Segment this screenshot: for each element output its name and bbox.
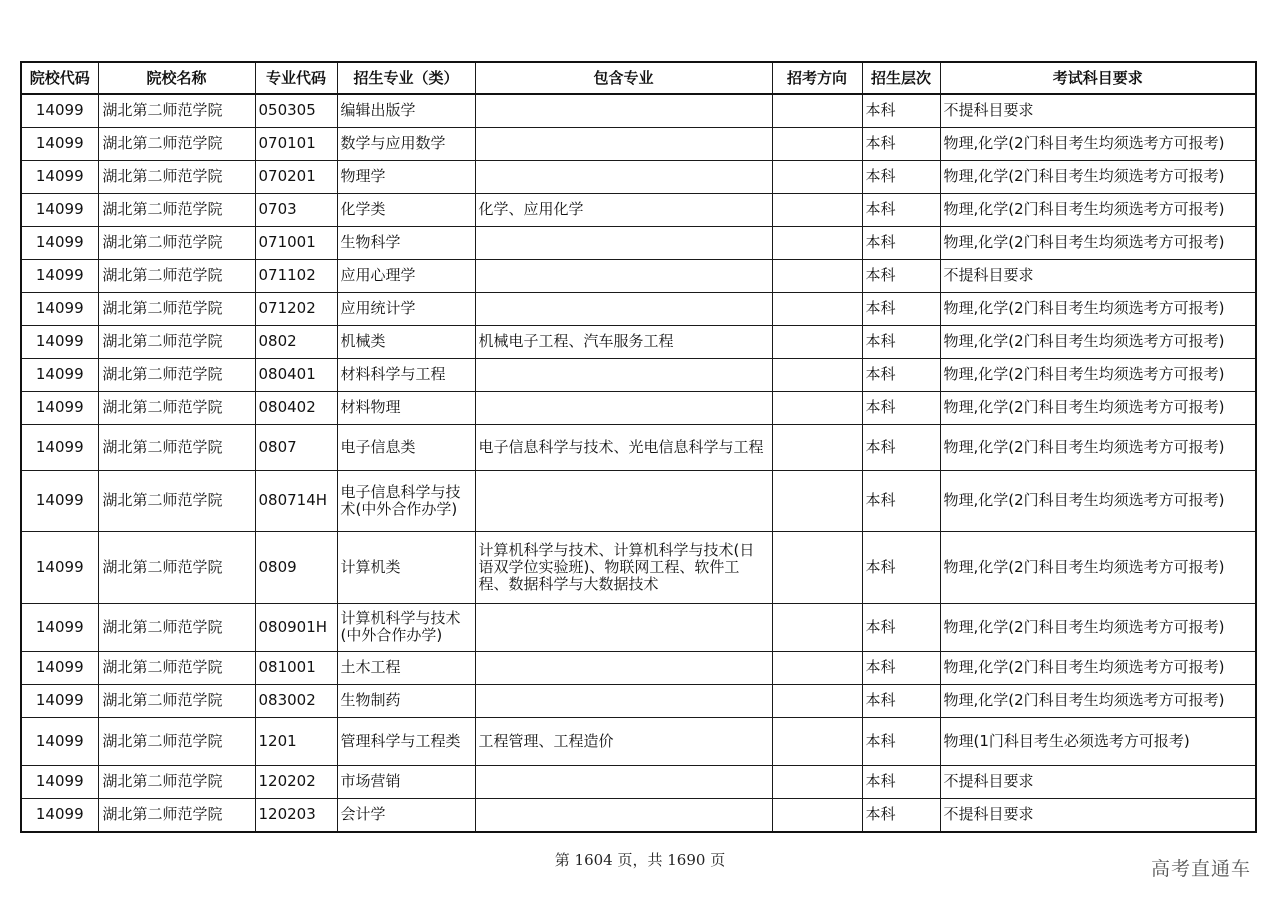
cell-school-name: 湖北第二师范学院 (98, 603, 255, 651)
cell-major-code: 120203 (255, 798, 337, 832)
cell-school-name: 湖北第二师范学院 (98, 798, 255, 832)
cell-major: 材料科学与工程 (337, 358, 475, 391)
cell-level: 本科 (862, 765, 940, 798)
cell-major-code: 0802 (255, 325, 337, 358)
cell-major: 应用心理学 (337, 259, 475, 292)
cell-major: 物理学 (337, 160, 475, 193)
cell-level: 本科 (862, 259, 940, 292)
cell-school-name: 湖北第二师范学院 (98, 651, 255, 684)
cell-major: 生物科学 (337, 226, 475, 259)
cell-school-name: 湖北第二师范学院 (98, 531, 255, 603)
cell-level: 本科 (862, 391, 940, 424)
cell-school-name: 湖北第二师范学院 (98, 226, 255, 259)
cell-school-code: 14099 (21, 358, 98, 391)
cell-included-majors: 电子信息科学与技术、光电信息科学与工程 (475, 424, 772, 470)
table-row (21, 292, 1256, 325)
cell-included-majors: 化学、应用化学 (475, 193, 772, 226)
cell-school-code: 14099 (21, 684, 98, 717)
cell-direction (772, 603, 862, 651)
cell-major-code: 081001 (255, 651, 337, 684)
cell-school-code: 14099 (21, 226, 98, 259)
cell-school-name: 湖北第二师范学院 (98, 325, 255, 358)
header-included-majors: 包含专业 (475, 62, 772, 94)
cell-school-code: 14099 (21, 717, 98, 765)
cell-major: 化学类 (337, 193, 475, 226)
cell-school-code: 14099 (21, 470, 98, 531)
cell-direction (772, 765, 862, 798)
cell-direction (772, 531, 862, 603)
cell-direction (772, 259, 862, 292)
cell-level: 本科 (862, 160, 940, 193)
cell-subject-requirement: 物理,化学(2门科目考生均须选考方可报考) (940, 193, 1256, 226)
cell-subject-requirement: 不提科目要求 (940, 765, 1256, 798)
cell-school-code: 14099 (21, 193, 98, 226)
cell-included-majors (475, 292, 772, 325)
table-row (21, 531, 1256, 603)
cell-major: 编辑出版学 (337, 94, 475, 127)
cell-major: 机械类 (337, 325, 475, 358)
cell-school-name: 湖北第二师范学院 (98, 470, 255, 531)
cell-subject-requirement: 物理,化学(2门科目考生均须选考方可报考) (940, 160, 1256, 193)
cell-subject-requirement: 不提科目要求 (940, 259, 1256, 292)
cell-major-code: 050305 (255, 94, 337, 127)
cell-direction (772, 684, 862, 717)
cell-subject-requirement: 不提科目要求 (940, 798, 1256, 832)
cell-major-code: 0703 (255, 193, 337, 226)
cell-subject-requirement: 不提科目要求 (940, 94, 1256, 127)
cell-major: 管理科学与工程类 (337, 717, 475, 765)
table-row (21, 424, 1256, 470)
header-school-name: 院校名称 (98, 62, 255, 94)
cell-major-code: 080901H (255, 603, 337, 651)
cell-direction (772, 717, 862, 765)
cell-major-code: 1201 (255, 717, 337, 765)
cell-school-name: 湖北第二师范学院 (98, 424, 255, 470)
table-header-row (21, 62, 1256, 94)
cell-subject-requirement: 物理,化学(2门科目考生均须选考方可报考) (940, 651, 1256, 684)
cell-major: 生物制药 (337, 684, 475, 717)
header-direction: 招考方向 (772, 62, 862, 94)
cell-direction (772, 94, 862, 127)
cell-included-majors (475, 94, 772, 127)
cell-school-name: 湖北第二师范学院 (98, 193, 255, 226)
cell-major-code: 120202 (255, 765, 337, 798)
table-row (21, 717, 1256, 765)
cell-major: 电子信息科学与技术(中外合作办学) (337, 470, 475, 531)
cell-level: 本科 (862, 325, 940, 358)
cell-direction (772, 226, 862, 259)
cell-major-code: 070101 (255, 127, 337, 160)
watermark-logo: 高考直通车 (1150, 858, 1251, 880)
cell-level: 本科 (862, 358, 940, 391)
cell-subject-requirement: 物理,化学(2门科目考生均须选考方可报考) (940, 470, 1256, 531)
cell-direction (772, 470, 862, 531)
cell-direction (772, 160, 862, 193)
cell-direction (772, 358, 862, 391)
cell-included-majors (475, 226, 772, 259)
cell-subject-requirement: 物理,化学(2门科目考生均须选考方可报考) (940, 684, 1256, 717)
cell-level: 本科 (862, 193, 940, 226)
cell-major-code: 080714H (255, 470, 337, 531)
table-row (21, 798, 1256, 832)
cell-school-code: 14099 (21, 127, 98, 160)
cell-major: 土木工程 (337, 651, 475, 684)
table-row (21, 226, 1256, 259)
cell-included-majors (475, 470, 772, 531)
cell-included-majors (475, 651, 772, 684)
cell-major: 材料物理 (337, 391, 475, 424)
cell-subject-requirement: 物理,化学(2门科目考生均须选考方可报考) (940, 292, 1256, 325)
cell-included-majors (475, 765, 772, 798)
header-level: 招生层次 (862, 62, 940, 94)
table-row (21, 391, 1256, 424)
cell-included-majors (475, 684, 772, 717)
cell-level: 本科 (862, 798, 940, 832)
cell-school-name: 湖北第二师范学院 (98, 684, 255, 717)
cell-included-majors (475, 127, 772, 160)
table-row (21, 765, 1256, 798)
cell-school-code: 14099 (21, 160, 98, 193)
table-row (21, 127, 1256, 160)
cell-included-majors (475, 358, 772, 391)
table-row (21, 259, 1256, 292)
cell-major: 电子信息类 (337, 424, 475, 470)
cell-school-code: 14099 (21, 424, 98, 470)
cell-level: 本科 (862, 651, 940, 684)
cell-included-majors: 计算机科学与技术、计算机科学与技术(日语双学位实验班)、物联网工程、软件工程、数据科学与大数据技术 (475, 531, 772, 603)
cell-direction (772, 651, 862, 684)
cell-major-code: 080402 (255, 391, 337, 424)
header-major: 招生专业（类） (337, 62, 475, 94)
header-major-code: 专业代码 (255, 62, 337, 94)
cell-subject-requirement: 物理,化学(2门科目考生均须选考方可报考) (940, 325, 1256, 358)
cell-direction (772, 292, 862, 325)
cell-major-code: 070201 (255, 160, 337, 193)
cell-major: 应用统计学 (337, 292, 475, 325)
cell-subject-requirement: 物理,化学(2门科目考生均须选考方可报考) (940, 127, 1256, 160)
cell-subject-requirement: 物理,化学(2门科目考生均须选考方可报考) (940, 226, 1256, 259)
cell-included-majors (475, 603, 772, 651)
cell-level: 本科 (862, 684, 940, 717)
cell-school-code: 14099 (21, 391, 98, 424)
cell-included-majors: 机械电子工程、汽车服务工程 (475, 325, 772, 358)
table-body (21, 94, 1256, 832)
cell-major-code: 080401 (255, 358, 337, 391)
cell-major-code: 0809 (255, 531, 337, 603)
cell-included-majors (475, 160, 772, 193)
cell-subject-requirement: 物理,化学(2门科目考生均须选考方可报考) (940, 424, 1256, 470)
cell-major-code: 0807 (255, 424, 337, 470)
table-row (21, 470, 1256, 531)
cell-direction (772, 193, 862, 226)
cell-major: 市场营销 (337, 765, 475, 798)
table-row (21, 160, 1256, 193)
cell-level: 本科 (862, 94, 940, 127)
cell-level: 本科 (862, 603, 940, 651)
cell-direction (772, 127, 862, 160)
cell-school-name: 湖北第二师范学院 (98, 765, 255, 798)
cell-school-code: 14099 (21, 259, 98, 292)
cell-direction (772, 325, 862, 358)
cell-school-code: 14099 (21, 651, 98, 684)
table-row (21, 193, 1256, 226)
cell-school-code: 14099 (21, 798, 98, 832)
cell-major: 数学与应用数学 (337, 127, 475, 160)
cell-school-code: 14099 (21, 603, 98, 651)
table-row (21, 358, 1256, 391)
cell-included-majors: 工程管理、工程造价 (475, 717, 772, 765)
header-school-code: 院校代码 (21, 62, 98, 94)
admissions-table (20, 61, 1257, 833)
cell-school-code: 14099 (21, 292, 98, 325)
table-row (21, 684, 1256, 717)
cell-school-code: 14099 (21, 94, 98, 127)
cell-level: 本科 (862, 470, 940, 531)
cell-level: 本科 (862, 292, 940, 325)
cell-school-name: 湖北第二师范学院 (98, 358, 255, 391)
cell-school-name: 湖北第二师范学院 (98, 292, 255, 325)
cell-major: 会计学 (337, 798, 475, 832)
cell-major-code: 071102 (255, 259, 337, 292)
cell-direction (772, 798, 862, 832)
table-row (21, 651, 1256, 684)
cell-school-name: 湖北第二师范学院 (98, 160, 255, 193)
cell-major: 计算机类 (337, 531, 475, 603)
cell-school-name: 湖北第二师范学院 (98, 391, 255, 424)
cell-level: 本科 (862, 127, 940, 160)
page-number: 第 1604 页，共 1690 页 (554, 851, 726, 869)
cell-level: 本科 (862, 424, 940, 470)
table-row (21, 325, 1256, 358)
cell-major-code: 071001 (255, 226, 337, 259)
table-row (21, 603, 1256, 651)
cell-major-code: 071202 (255, 292, 337, 325)
cell-school-name: 湖北第二师范学院 (98, 127, 255, 160)
cell-subject-requirement: 物理,化学(2门科目考生均须选考方可报考) (940, 391, 1256, 424)
cell-subject-requirement: 物理(1门科目考生必须选考方可报考) (940, 717, 1256, 765)
cell-school-code: 14099 (21, 765, 98, 798)
cell-subject-requirement: 物理,化学(2门科目考生均须选考方可报考) (940, 358, 1256, 391)
header-subject-requirement: 考试科目要求 (940, 62, 1256, 94)
cell-school-code: 14099 (21, 531, 98, 603)
cell-direction (772, 391, 862, 424)
cell-major: 计算机科学与技术(中外合作办学) (337, 603, 475, 651)
cell-major-code: 083002 (255, 684, 337, 717)
cell-level: 本科 (862, 531, 940, 603)
cell-subject-requirement: 物理,化学(2门科目考生均须选考方可报考) (940, 603, 1256, 651)
cell-school-name: 湖北第二师范学院 (98, 259, 255, 292)
cell-level: 本科 (862, 717, 940, 765)
cell-included-majors (475, 798, 772, 832)
cell-level: 本科 (862, 226, 940, 259)
cell-included-majors (475, 259, 772, 292)
cell-school-name: 湖北第二师范学院 (98, 94, 255, 127)
cell-school-name: 湖北第二师范学院 (98, 717, 255, 765)
table-row (21, 94, 1256, 127)
cell-school-code: 14099 (21, 325, 98, 358)
cell-subject-requirement: 物理,化学(2门科目考生均须选考方可报考) (940, 531, 1256, 603)
cell-direction (772, 424, 862, 470)
cell-included-majors (475, 391, 772, 424)
